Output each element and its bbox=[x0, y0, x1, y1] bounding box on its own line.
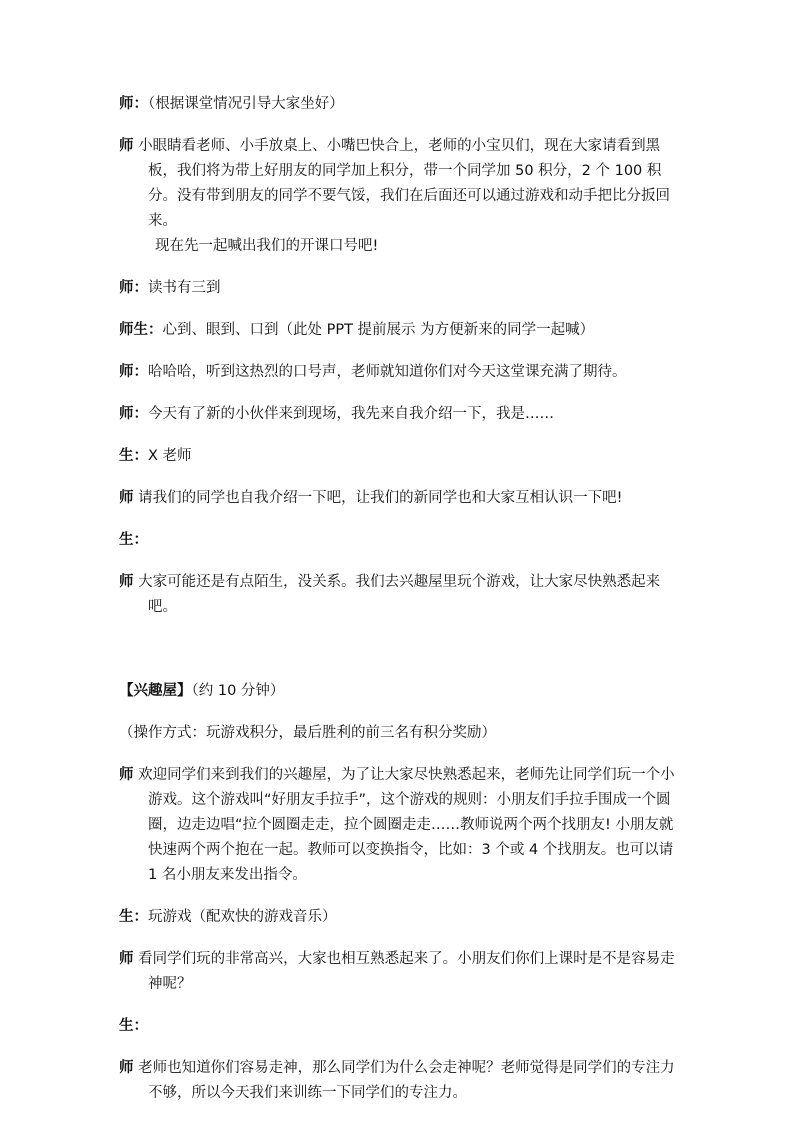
paragraph-text: 读书有三到 bbox=[148, 280, 221, 296]
speaker-label: 师： bbox=[119, 96, 148, 112]
speaker-label: 生： bbox=[119, 909, 148, 925]
speaker-label: 师 bbox=[119, 1060, 134, 1076]
paragraph-text: 请我们的同学也自我介绍一下吧，让我们的新同学也和大家互相认识一下吧! bbox=[138, 490, 623, 506]
paragraph-12 bbox=[119, 905, 679, 930]
paragraph-14 bbox=[119, 1014, 679, 1039]
paragraph-text: 小眼睛看老师、小手放桌上、小嘴巴快合上，老师的小宝贝们，现在大家请看到黑板，我们将为带上好朋友的同学加上积分，带一个同学加 50 积分，2 个 100 积分。没有带到朋友的同学不要气馁，我们在后面还可以通过游戏和动手把比分扳回来。 bbox=[138, 138, 670, 229]
paragraph-text: 老师也知道你们容易走神，那么同学们为什么会走神呢？老师觉得是同学们的专注力不够，所以今天我们来训练一下同学们的专注力。 bbox=[138, 1060, 675, 1101]
speaker-label: 师 bbox=[119, 490, 134, 506]
paragraph-text: 欢迎同学们来到我们的兴趣屋，为了让大家尽快熟悉起来，老师先让同学们玩一个小游戏。这个游戏叫“好朋友手拉手”，这个游戏的规则：小朋友们手拉手围成一个圆圈，边走边唱“拉个圆圈走走，拉个圆圈走走……教师说两个两个找朋友! 小朋友就快速两个两个抱在一起。教师可以变换指令，比如：3 个或 4 个找朋友。也可以请 1 名小朋友来发出指令。 bbox=[138, 767, 675, 883]
paragraph-3 bbox=[119, 276, 679, 301]
speaker-label: 师 bbox=[119, 138, 134, 154]
section-spacer bbox=[119, 637, 679, 679]
paragraph-9 bbox=[119, 528, 679, 553]
paragraph-text: 玩游戏（配欢快的游戏音乐） bbox=[148, 909, 337, 925]
speaker-label: 师 bbox=[119, 574, 134, 590]
section-mode: （操作方式：玩游戏积分，最后胜利的前三名有积分奖励） bbox=[119, 725, 496, 741]
speaker-label: 师 bbox=[119, 767, 134, 783]
paragraph-5 bbox=[119, 360, 679, 385]
paragraph-text: 大家可能还是有点陌生，没关系。我们去兴趣屋里玩个游戏，让大家尽快熟悉起来吧。 bbox=[138, 574, 661, 615]
paragraph-8 bbox=[119, 486, 679, 511]
speaker-label: 师： bbox=[119, 406, 148, 422]
paragraph-6 bbox=[119, 402, 679, 427]
speaker-label: 师： bbox=[119, 364, 148, 380]
section-title: 【兴趣屋】 bbox=[119, 683, 192, 699]
speaker-label: 师 bbox=[119, 951, 134, 967]
speaker-label: 师： bbox=[119, 280, 148, 296]
paragraph-text: 哈哈哈，听到这热烈的口号声，老师就知道你们对今天这堂课充满了期待。 bbox=[148, 364, 627, 380]
document-page bbox=[119, 92, 679, 1123]
paragraph-text: 今天有了新的小伙伴来到现场，我先来自我介绍一下，我是…… bbox=[148, 406, 554, 422]
paragraph-2 bbox=[119, 134, 679, 259]
speaker-label: 师生： bbox=[119, 322, 163, 338]
paragraph-text: X 老师 bbox=[148, 448, 192, 464]
paragraph-13 bbox=[119, 947, 679, 997]
section-duration: （约 10 分钟） bbox=[191, 683, 285, 699]
speaker-label: 生： bbox=[119, 532, 148, 548]
speaker-label: 生： bbox=[119, 1018, 148, 1034]
paragraph-10 bbox=[119, 570, 679, 620]
paragraph-1 bbox=[119, 92, 679, 117]
paragraph-extra-line: 现在先一起喊出我们的开课口号吧! bbox=[155, 238, 379, 254]
speaker-label: 生： bbox=[119, 448, 148, 464]
paragraph-text: （根据课堂情况引导大家坐好） bbox=[148, 96, 344, 112]
paragraph-11 bbox=[119, 763, 679, 888]
paragraph-text: 看同学们玩的非常高兴，大家也相互熟悉起来了。小朋友们你们上课时是不是容易走神呢？ bbox=[138, 951, 675, 992]
paragraph-15 bbox=[119, 1056, 679, 1106]
paragraph-4 bbox=[119, 318, 679, 343]
section-heading bbox=[119, 679, 679, 704]
paragraph-7 bbox=[119, 444, 679, 469]
paragraph-text: 心到、眼到、口到（此处 PPT 提前展示 为方便新来的同学一起喊） bbox=[162, 322, 595, 338]
